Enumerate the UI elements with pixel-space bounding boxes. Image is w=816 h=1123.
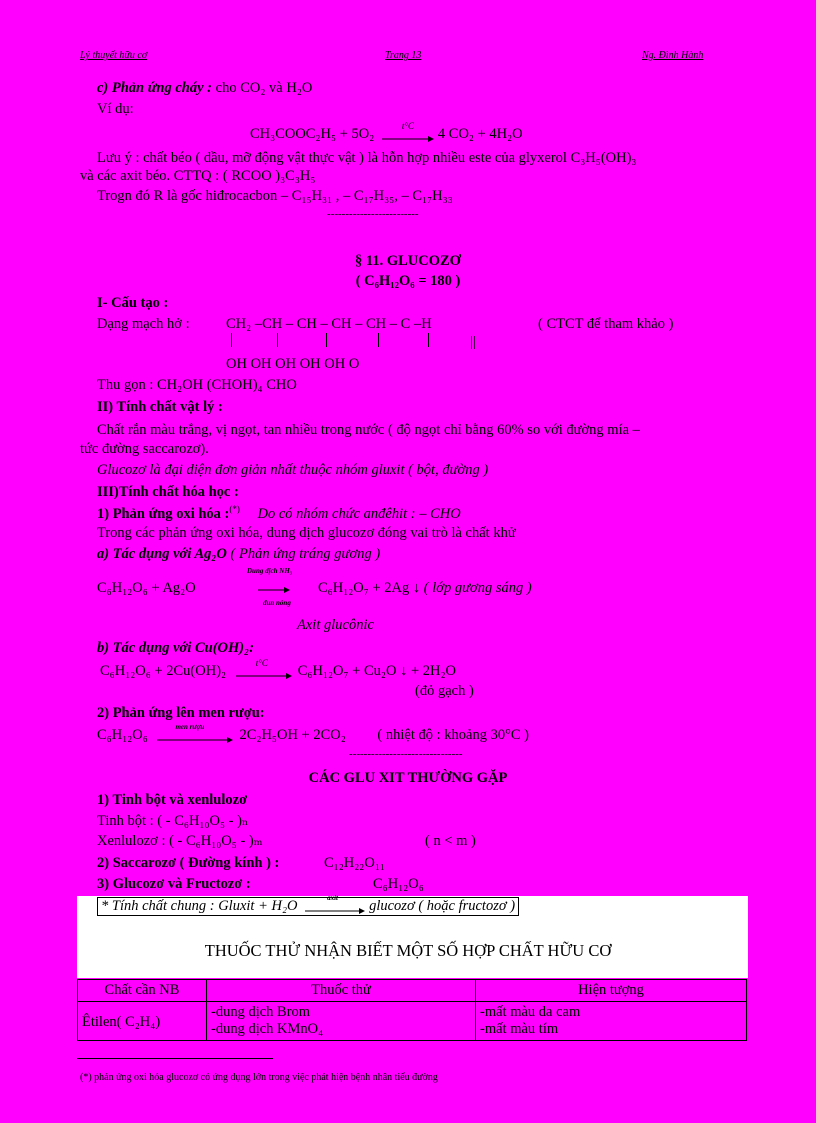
combustion-equation [250, 120, 523, 143]
silver-heading-rest: ( Phản ứng tráng gương ) [226, 546, 381, 562]
silver-left: C₆H₁₂O₆ + Ag₂O [97, 580, 196, 596]
ferment-equation [97, 722, 530, 744]
table-header-row [78, 980, 747, 1002]
effect-item: -mất màu da cam [480, 1004, 581, 1020]
copper-heading: b) Tác dụng với Cu(OH)₂: [97, 640, 255, 656]
header-center: Trang 13 [385, 50, 422, 61]
note-line1: Lưu ý : chất béo ( dầu, mỡ động vật thực vật ) là hỗn hợp nhiều este của glyxerol C₃H₅(OH)₃ [97, 150, 637, 166]
oxidation-role: Trong các phản ứng oxi hóa, dung dịch glucozơ đóng vai trò là chất khử [97, 525, 516, 541]
reagent-item: -dung dịch KMnO₄ [211, 1021, 324, 1037]
bond-line [231, 333, 232, 347]
separator: ------------------------- [327, 208, 419, 220]
cellulose: Xenlulozơ : ( - C₆H₁₀O₅ - )ₘ [97, 833, 263, 849]
open-chain-label: Dạng mạch hở : [97, 316, 190, 332]
reagents-title: THUỐC THỬ NHẬN BIẾT MỘT SỐ HỢP CHẤT HỮU CƠ [204, 941, 612, 960]
combustion-heading: c) Phản ứng cháy : [97, 80, 213, 96]
carbs-title: CÁC GLU XIT THƯỜNG GẶP [308, 770, 508, 786]
silver-right: C₆H₁₂O₇ + 2Ag [318, 580, 410, 596]
column-header: Thuốc thử [207, 980, 476, 1002]
ferment-note: ( nhiệt độ : khoảng 30°C ) [377, 727, 530, 743]
common-prop-text: * Tính chất chung : Gluxit + H₂O [101, 898, 298, 914]
common-arrow-label: axit [327, 893, 338, 902]
bond-line [326, 333, 327, 347]
footnote-mark: (*) [229, 504, 240, 514]
copper-arrow-label: t°C [255, 657, 268, 668]
header-left: Lý thuyết hữu cơ [80, 50, 148, 61]
silver-right-line [318, 580, 532, 597]
ferment-right: 2C₂H₅OH + 2CO₂ [239, 727, 346, 743]
oh-row: OH OH OH OH OH O [226, 356, 360, 372]
footnote-rule [77, 1058, 273, 1059]
reaction-arrow-icon [382, 120, 434, 143]
silver-product: Axit glucônic [297, 617, 374, 633]
reagent-item: -dung dịch Brom [211, 1004, 311, 1020]
ferment-arrow-icon [157, 722, 233, 744]
effect-cell [476, 1002, 747, 1041]
oxidation-heading: 1) Phản ứng oxi hóa : [97, 505, 230, 522]
effect-item: -mất màu tím [480, 1021, 559, 1037]
glu-fru-formula: C₆H₁₂O₆ [373, 876, 424, 892]
equation-right: 4 CO₂ + 4H₂O [437, 126, 523, 142]
reagent-table [77, 979, 747, 1041]
copper-right: C₆H₁₂O₇ + Cu₂O [297, 663, 397, 679]
column-header: Hiện tượng [476, 980, 747, 1002]
combustion-heading-rest: cho CO₂ và H₂O [212, 80, 313, 96]
footnote: (*) phản ứng oxi hóa glucozơ có ứng dụng lớn trong việc phát hiện bệnh nhân tiểu đường [80, 1072, 438, 1083]
copper-tail: + 2H₂O [410, 663, 456, 679]
starch-heading: 1) Tinh bột và xenlulozơ [97, 792, 248, 808]
common-result: glucozơ ( hoặc fructozơ ) [369, 898, 516, 914]
reagent-cell [207, 1002, 476, 1041]
compound-cell: Êtilen( C₂H₄) [78, 1002, 207, 1041]
sucrose-formula: C₁₂H₂₂O₁₁ [324, 855, 385, 871]
sucrose-heading: 2) Saccarozơ ( Đường kính ) : [97, 855, 280, 871]
ferment-left: C₆H₁₂O₆ [97, 727, 148, 743]
physical-heading: II) Tính chất vật lý : [97, 399, 223, 415]
silver-heading-line [97, 546, 380, 563]
chemical-heading: III)Tính chất hóa học : [97, 484, 239, 500]
bond-line [277, 333, 278, 347]
compare: ( n < m ) [425, 833, 476, 849]
ferment-heading: 2) Phản ứng lên men rượu: [97, 705, 265, 721]
arrow-label: t°C [401, 120, 415, 131]
note-line2: và các axit béo. CTTQ : ( RCOO )₃C₃H₅ [80, 168, 316, 184]
oxidation-note: Do có nhóm chức anđêhit : – CHO [257, 505, 461, 522]
copper-arrow-icon [236, 657, 292, 680]
column-header: Chất cần NB [78, 980, 207, 1002]
example-label: Ví dụ: [97, 101, 134, 117]
table-row [78, 1002, 747, 1041]
copper-left: C₆H₁₂O₆ + 2Cu(OH)₂ [100, 663, 227, 679]
condensed-formula: Thu gọn : CH₂OH (CHOH)₄ CHO [97, 377, 297, 393]
open-chain: CH₂ –CH – CH – CH – CH – C –H [226, 316, 432, 332]
note-line3: Trogn đó R là gốc hiđrocacbon – C₁₅H₃₁ , – C₁₇H₃₅, – C₁₇H₃₃ [97, 188, 453, 204]
oxidation-line [97, 504, 461, 523]
silver-arrow-icon [258, 584, 290, 596]
silver-arrow-bottom: đun nóng [263, 599, 291, 607]
separator: ------------------------------- [349, 748, 463, 760]
copper-note: (đỏ gạch ) [415, 683, 474, 699]
common-property [97, 893, 519, 916]
combustion-line [97, 80, 312, 97]
silver-note: ( lớp gương sáng ) [423, 580, 532, 596]
common-arrow-icon [305, 893, 365, 915]
glu-fru-heading: 3) Glucozơ và Fructozơ : [97, 876, 251, 892]
copper-precipitate-icon: ↓ [400, 663, 408, 679]
equation-left: CH₃COOC₂H₅ + 5O₂ [250, 126, 375, 142]
glucose-title: § 11. GLUCOZƠ [355, 253, 461, 269]
precipitate-arrow-icon: ↓ [412, 580, 421, 596]
silver-heading: a) Tác dụng với Ag₂O [97, 546, 227, 562]
physical-line2: tức đường saccarozơ). [80, 441, 209, 457]
bond-line [428, 333, 429, 347]
physical-line1: Chất rắn màu trắng, vị ngọt, tan nhiều trong nước ( độ ngọt chỉ bằng 60% so với đường mía – [97, 422, 640, 438]
header-right: Ng. Đình Hành [642, 50, 704, 61]
starch: Tinh bột : ( - C₆H₁₀O₅ - )ₙ [97, 813, 249, 829]
structure-heading: I- Cấu tạo : [97, 295, 169, 311]
double-bond: || [470, 334, 476, 350]
silver-arrow-top: Dung dịch NH₃ [247, 567, 293, 575]
chain-note: ( CTCT để tham khảo ) [538, 316, 674, 332]
bond-line [378, 333, 379, 347]
glucose-formula: ( C₆H₁₂O₆ = 180 ) [355, 273, 461, 289]
copper-equation [100, 657, 456, 680]
physical-line3: Glucozơ là đại diện đơn giản nhất thuộc nhóm gluxit ( bột, đường ) [97, 462, 489, 478]
ferment-arrow-label: men rượu [175, 722, 205, 731]
